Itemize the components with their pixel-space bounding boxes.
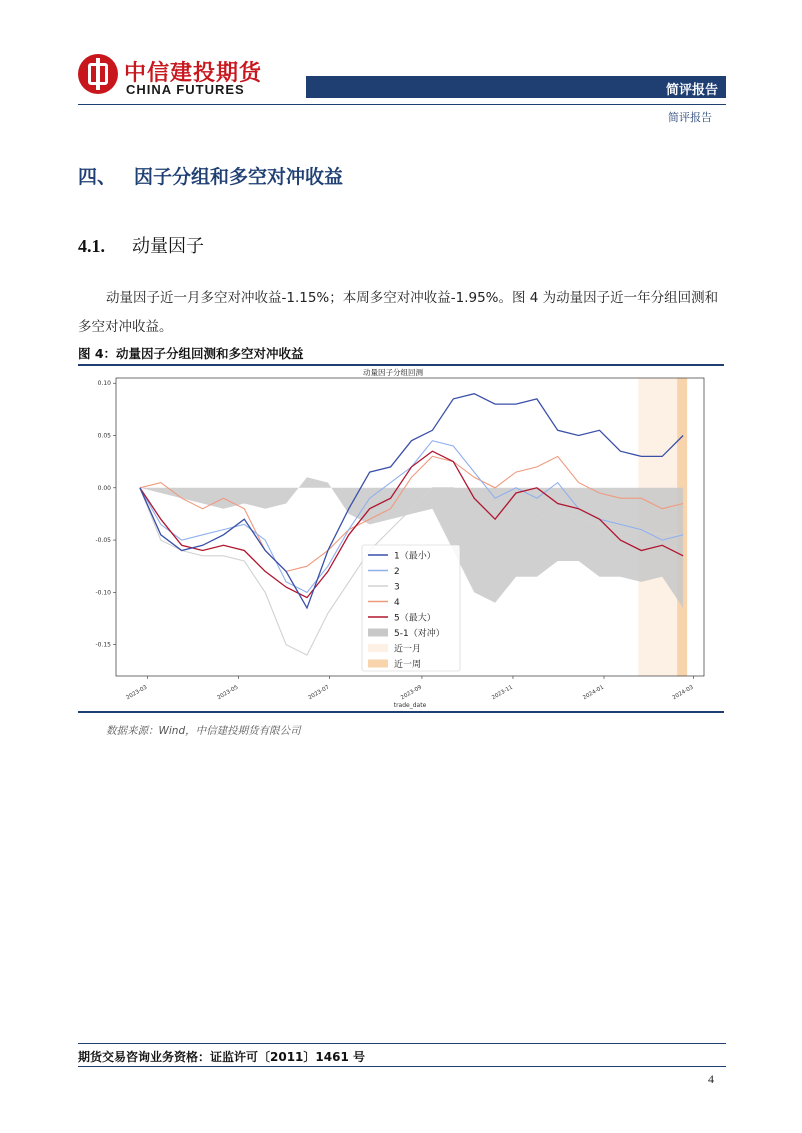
x-tick-label: 2023-11 (491, 684, 514, 702)
y-tick-label: -0.05 (95, 537, 111, 545)
x-axis-label: trade_date (393, 702, 427, 709)
legend-label: 2 (394, 567, 400, 577)
legend-label: 近一周 (394, 660, 422, 670)
company-logo-icon (78, 54, 118, 94)
legend-label: 5-1（对冲） (394, 629, 445, 639)
figure-caption: 图 4：动量因子分组回测和多空对冲收益 (78, 346, 304, 361)
header-badge-label: 简评报告 (665, 83, 718, 98)
x-tick-label: 2023-09 (400, 684, 423, 702)
y-tick-label: 0.05 (97, 432, 111, 440)
footer-bottom-rule (78, 1066, 726, 1067)
x-tick-label: 2023-07 (307, 684, 331, 702)
section-heading (78, 162, 343, 189)
data-source-note: 数据来源：Wind，中信建投期货有限公司 (106, 725, 301, 737)
y-axis (95, 380, 116, 648)
footer-license: 期货交易咨询业务资格：证监许可〔2011〕1461 号 (78, 1050, 365, 1064)
logo-chinese-name: 中信建投期货 (124, 61, 263, 86)
header-subtitle: 简评报告 (668, 111, 712, 124)
legend-label: 3 (394, 582, 400, 593)
header-divider (78, 104, 726, 105)
momentum-factor-chart (78, 366, 724, 710)
y-tick-label: 0.00 (97, 484, 111, 492)
footer-top-rule (78, 1043, 726, 1044)
legend-swatch-8 (368, 660, 388, 668)
legend-label: 5（最大） (394, 613, 436, 624)
x-tick-label: 2024-03 (671, 684, 695, 702)
x-tick-label: 2023-03 (125, 684, 149, 702)
page-number: 4 (708, 1072, 714, 1086)
logo-english-name: CHINA FUTURES (126, 82, 245, 97)
chart-title: 动量因子分组回测 (363, 368, 423, 377)
legend-label: 近一月 (394, 644, 422, 655)
section-number: 四、 (78, 166, 117, 188)
x-tick-label: 2024-01 (582, 684, 606, 702)
legend-swatch-6 (368, 629, 388, 637)
body-paragraph: 动量因子近一月多空对冲收益-1.15%；本周多空对冲收益-1.95%。图 4 为动量因子近一年分组回测和多空对冲收益。 (78, 290, 719, 335)
x-tick-label: 2023-05 (216, 684, 240, 702)
y-tick-label: -0.15 (95, 641, 111, 649)
header-badge-bar (306, 76, 726, 98)
chart-legend (362, 545, 460, 671)
legend-label: 1（最小） (394, 551, 436, 562)
section-title: 因子分组和多空对冲收益 (134, 166, 344, 188)
y-tick-label: 0.10 (97, 380, 111, 388)
subsection-title: 动量因子 (132, 236, 204, 257)
legend-label: 4 (394, 598, 400, 608)
x-axis (125, 676, 695, 701)
y-tick-label: -0.10 (95, 589, 111, 597)
legend-swatch-7 (368, 644, 388, 652)
figure-bottom-rule (78, 711, 724, 713)
subsection-number: 4.1. (78, 236, 105, 256)
subsection-heading (78, 232, 204, 258)
